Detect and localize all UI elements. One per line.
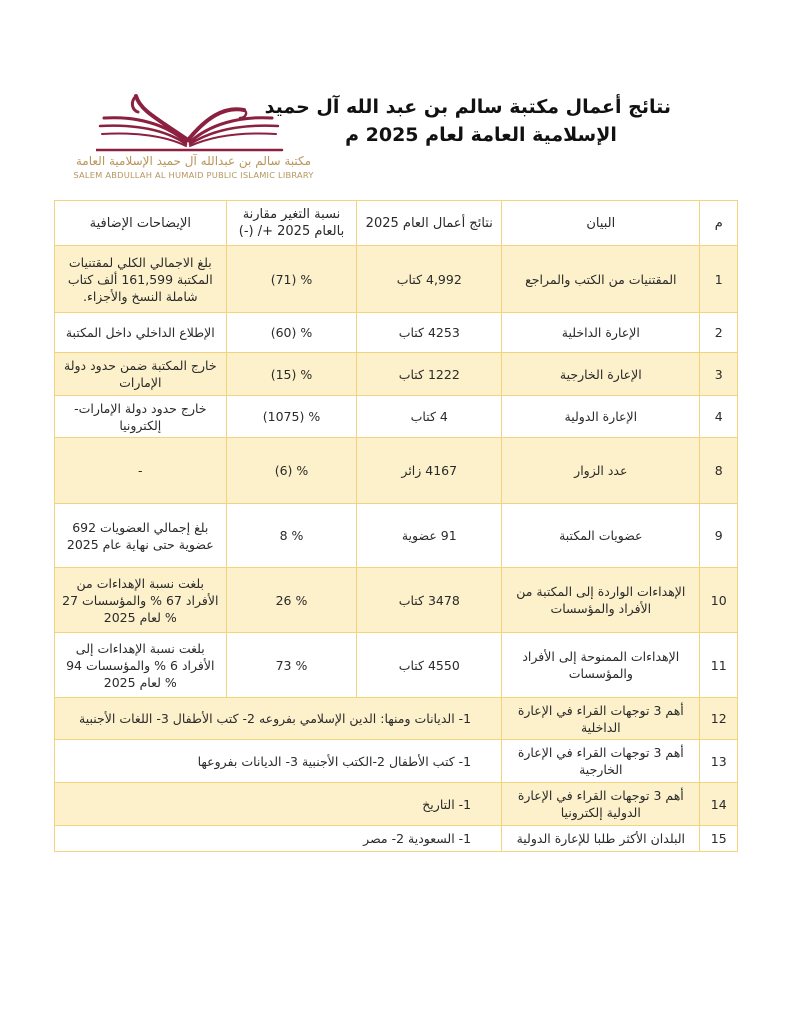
cell-num: 2 xyxy=(700,313,738,353)
title-line-2: الإسلامية العامة لعام 2025 م xyxy=(345,124,617,146)
cell-num: 13 xyxy=(700,740,738,783)
cell-change: % (6) xyxy=(226,438,357,504)
table-row xyxy=(55,633,738,698)
cell-desc: المقتنيات من الكتب والمراجع xyxy=(502,246,700,313)
table-row xyxy=(55,396,738,438)
cell-desc: الإعارة الدولية xyxy=(502,396,700,438)
logo-english-name: SALEM ABDULLAH AL HUMAID PUBLIC ISLAMIC LIBRARY xyxy=(73,170,314,180)
cell-change: % (71) xyxy=(226,246,357,313)
cell-change: % 8 xyxy=(226,504,357,568)
cell-desc: عدد الزوار xyxy=(502,438,700,504)
table-row xyxy=(55,568,738,633)
table-header-row xyxy=(55,201,738,246)
cell-notes: الإطلاع الداخلي داخل المكتبة xyxy=(55,313,227,353)
cell-notes: بلغ إجمالي العضويات 692 عضوية حتى نهاية عام 2025 xyxy=(55,504,227,568)
header-notes: الإيضاحات الإضافية xyxy=(55,201,227,246)
cell-desc: الإهداءات الممنوحة إلى الأفراد والمؤسسات xyxy=(502,633,700,698)
cell-notes: بلغت نسبة الإهداءات إلى الأفراد 6 % والمؤسسات 94 % لعام 2025 xyxy=(55,633,227,698)
cell-result: 91 عضوية xyxy=(357,504,502,568)
table-row xyxy=(55,438,738,504)
page-title xyxy=(264,93,671,149)
cell-num: 14 xyxy=(700,783,738,826)
cell-num: 8 xyxy=(700,438,738,504)
logo-arabic-name: مكتبة سالم بن عبدالله آل حميد الإسلامية العامة xyxy=(75,154,312,168)
cell-num: 3 xyxy=(700,353,738,396)
cell-notes: بلغت نسبة الإهداءات من الأفراد 67 % والمؤسسات 27 % لعام 2025 xyxy=(55,568,227,633)
cell-desc: الإعارة الداخلية xyxy=(502,313,700,353)
cell-result: 4,992 كتاب xyxy=(357,246,502,313)
cell-notes: خارج حدود دولة الإمارات- إلكترونيا xyxy=(55,396,227,438)
cell-result: 4 كتاب xyxy=(357,396,502,438)
cell-num: 1 xyxy=(700,246,738,313)
cell-notes: - xyxy=(55,438,227,504)
title-line-1: نتائج أعمال مكتبة سالم بن عبد الله آل حميد xyxy=(264,96,671,118)
cell-change: % (15) xyxy=(226,353,357,396)
cell-change: % 73 xyxy=(226,633,357,698)
cell-desc: أهم 3 توجهات القراء في الإعارة الخارجية xyxy=(502,740,700,783)
cell-result: 4253 كتاب xyxy=(357,313,502,353)
cell-result: 4550 كتاب xyxy=(357,633,502,698)
cell-num: 4 xyxy=(700,396,738,438)
cell-desc: الإهداءات الواردة إلى المكتبة من الأفراد والمؤسسات xyxy=(502,568,700,633)
table-row xyxy=(55,504,738,568)
table-row xyxy=(55,313,738,353)
header-desc: البيان xyxy=(502,201,700,246)
cell-items: 1- كتب الأطفال 2-الكتب الأجنبية 3- الديانات بفروعها xyxy=(55,740,502,783)
cell-result: 4167 زائر xyxy=(357,438,502,504)
cell-desc: أهم 3 توجهات القراء في الإعارة الدولية إلكترونيا xyxy=(502,783,700,826)
cell-num: 10 xyxy=(700,568,738,633)
table-row xyxy=(55,246,738,313)
cell-change: % 26 xyxy=(226,568,357,633)
header-change: نسبة التغير مقارنة بالعام 2025 +/ (-) xyxy=(226,201,357,246)
open-book-icon xyxy=(96,88,286,154)
cell-num: 9 xyxy=(700,504,738,568)
cell-result: 3478 كتاب xyxy=(357,568,502,633)
cell-desc: أهم 3 توجهات القراء في الإعارة الداخلية xyxy=(502,698,700,740)
cell-num: 15 xyxy=(700,826,738,852)
cell-notes: بلغ الاجمالي الكلي لمقتنيات المكتبة 161,599 ألف كتاب شاملة النسخ والأجزاء. xyxy=(55,246,227,313)
cell-notes: خارج المكتبة ضمن حدود دولة الإمارات xyxy=(55,353,227,396)
cell-desc: الإعارة الخارجية xyxy=(502,353,700,396)
cell-items: 1- السعودية 2- مصر xyxy=(55,826,502,852)
cell-result: 1222 كتاب xyxy=(357,353,502,396)
cell-change: % (1075) xyxy=(226,396,357,438)
table-row xyxy=(55,783,738,826)
cell-change: % (60) xyxy=(226,313,357,353)
table-row xyxy=(55,740,738,783)
cell-desc: البلدان الأكثر طلبا للإعارة الدولية xyxy=(502,826,700,852)
header-result: نتائج أعمال العام 2025 xyxy=(357,201,502,246)
cell-num: 12 xyxy=(700,698,738,740)
table-row xyxy=(55,353,738,396)
header-num: م xyxy=(700,201,738,246)
cell-num: 11 xyxy=(700,633,738,698)
cell-items: 1- التاريخ xyxy=(55,783,502,826)
cell-items: 1- الديانات ومنها: الدين الإسلامي بفروعه 2- كتب الأطفال 3- اللغات الأجنبية xyxy=(55,698,502,740)
table-row xyxy=(55,826,738,852)
table-row xyxy=(55,698,738,740)
cell-desc: عضويات المكتبة xyxy=(502,504,700,568)
results-table xyxy=(54,200,738,852)
